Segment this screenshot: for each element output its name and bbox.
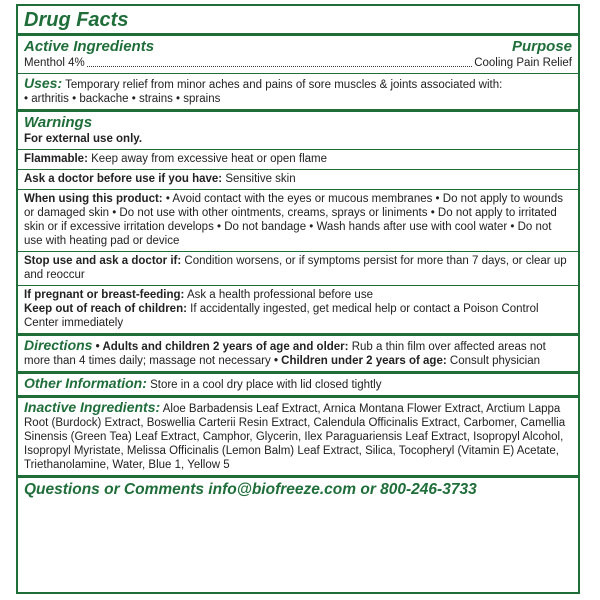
uses-list: • arthritis • backache • strains • sprains <box>24 93 221 105</box>
directions-section <box>18 336 578 374</box>
flammable-section <box>18 150 578 170</box>
stop-use-section <box>18 252 578 286</box>
directions-adults-text: Rub a thin film over affected areas not more than 4 times daily; massage not necessary <box>24 341 546 367</box>
stop-use-text: Condition worsens, or if symptoms persist for more than 7 days, or clear up and reoccur <box>24 255 567 281</box>
active-ingredient: Menthol 4% <box>24 57 85 69</box>
inactive-ingredients-heading: Inactive Ingredients: <box>24 399 161 415</box>
uses-text: Temporary relief from minor aches and pains of sore muscles & joints associated with: <box>65 79 503 91</box>
flammable-label: Flammable: <box>24 153 88 165</box>
directions-adults-label: • Adults and children 2 years of age and older: <box>95 341 349 353</box>
when-using-text: • Avoid contact with the eyes or mucous membranes • Do not apply to wounds or damaged skin • Do not use with other ointments, creams, sprays or liniments • Do not apply to irritated skin or if excessive irritation develops • Do not bandage • Wash hands after use with cool water • Do not use with heating pad or device <box>24 193 563 247</box>
pregnant-text: Ask a health professional before use <box>186 289 373 301</box>
when-using-label: When using this product: <box>24 193 163 205</box>
directions-heading: Directions <box>24 337 93 353</box>
other-information-section <box>18 374 578 398</box>
questions-footer: Questions or Comments info@biofreeze.com or 800-246-3733 <box>24 481 477 498</box>
active-ingredient-row <box>24 56 572 70</box>
pregnant-label: If pregnant or breast-feeding: <box>24 289 185 301</box>
keep-out-text: If accidentally ingested, get medical help or contact a Poison Control Center immediately <box>24 303 539 329</box>
warnings-heading: Warnings <box>24 114 93 131</box>
keep-out-label: Keep out of reach of children: <box>24 303 187 315</box>
when-using-section <box>18 190 578 252</box>
uses-heading: Uses: <box>24 75 63 91</box>
warnings-text: For external use only. <box>24 133 143 145</box>
active-ingredients-section <box>18 36 578 74</box>
ask-doctor-section <box>18 170 578 190</box>
directions-children-label: • Children under 2 years of age: <box>273 355 447 367</box>
inactive-ingredients-text: Aloe Barbadensis Leaf Extract, Arnica Montana Flower Extract, Arctium Lappa Root (Burdock) Extract, Boswellia Carterii Resin Extract, Calendula Officinalis Extract, Carbomer, Camellia Sinensis (Green Tea) Leaf Extract, Camphor, Glycerin, Ilex Paraguariensis Leaf Extract, Isopropyl Alcohol, Isopropyl Myristate, Melissa Officinalis (Lemon Balm) Leaf Extract, Silica, Tocopheryl (Vitamin E) Acetate, Triethanolamine, Water, Blue 1, Yellow 5 <box>24 403 566 471</box>
active-ingredients-heading: Active Ingredients <box>24 38 155 55</box>
uses-section <box>18 74 578 112</box>
ask-doctor-text: Sensitive skin <box>225 173 296 185</box>
purpose-heading: Purpose <box>511 38 572 55</box>
active-purpose: Cooling Pain Relief <box>474 57 572 69</box>
other-information-heading: Other Information: <box>24 375 147 391</box>
active-header-row <box>24 38 572 56</box>
pregnant-keep-out-section <box>18 286 578 336</box>
stop-use-label: Stop use and ask a doctor if: <box>24 255 182 267</box>
dot-leader <box>87 66 472 67</box>
inactive-ingredients-section <box>18 398 578 478</box>
other-information-text: Store in a cool dry place with lid closed tightly <box>150 379 382 391</box>
drug-facts-title: Drug Facts <box>18 6 578 36</box>
directions-children-text: Consult physician <box>449 355 541 367</box>
ask-doctor-label: Ask a doctor before use if you have: <box>24 173 223 185</box>
drug-facts-panel <box>16 4 580 594</box>
flammable-text: Keep away from excessive heat or open flame <box>91 153 327 165</box>
warnings-section <box>18 112 578 150</box>
